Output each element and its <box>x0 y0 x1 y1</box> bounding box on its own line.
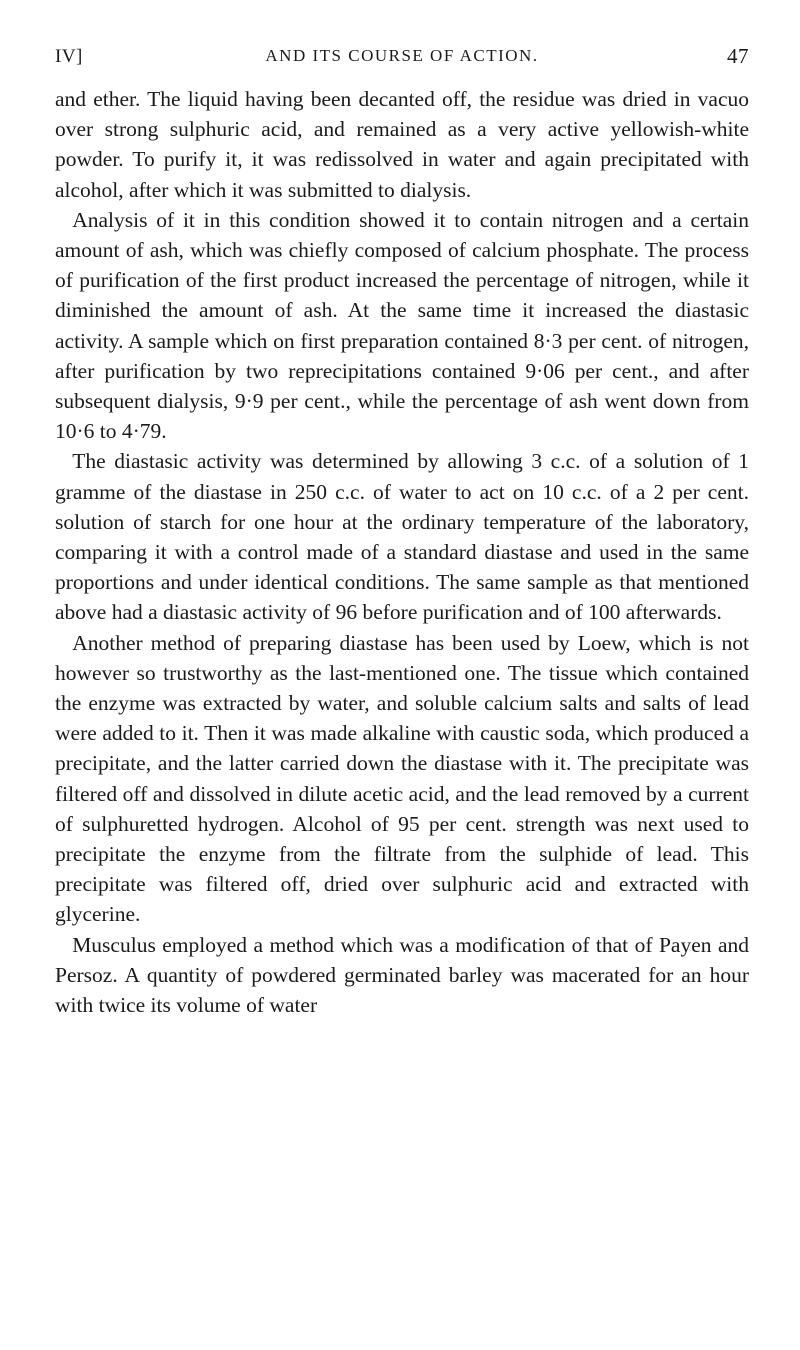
page-number: 47 <box>727 44 749 68</box>
chapter-number: IV] <box>55 46 83 67</box>
paragraph-loew-method: Another method of preparing diastase has been used by Loew, which is not however so trustworthy as the last-mentioned one. The tissue which contained the enzyme was extracted by water, and soluble calcium salts and salts of lead were added to it. Then it was made alkaline with caustic soda, which produced a precipitate, and the latter carried down the diastase with it. The precipitate was filtered off and dissolved in dilute acetic acid, and the lead removed by a current of sulphuretted hydrogen. Alcohol of 95 per cent. strength was next used to precipitate the enzyme from the filtrate from the sulphide of lead. This precipitate was filtered off, dried over sulphuric acid and extracted with glycerine. <box>55 630 749 927</box>
paragraph-continuation: and ether. The liquid having been decanted off, the residue was dried in vacuo over strong sulphuric acid, and remained as a very active yellowish-white powder. To purify it, it was redissolved in water and again precipitated with alcohol, after which it was submitted to dialysis. <box>55 87 749 202</box>
book-page <box>55 0 749 1020</box>
paragraph-musculus-method: Musculus employed a method which was a modification of that of Payen and Persoz. A quantity of powdered germinated barley was macerated for an hour with twice its volume of water <box>55 932 749 1018</box>
running-title: AND ITS COURSE OF ACTION. <box>265 46 539 65</box>
paragraph-diastasic-activity: The diastasic activity was determined by allowing 3 c.c. of a solution of 1 gramme of the diastase in 250 c.c. of water to act on 10 c.c. of a 2 per cent. solution of starch for one hour at the ordinary temperature of the laboratory, comparing it with a control made of a standard diastase and used in the same proportions and under identical conditions. The same sample as that mentioned above had a diastasic activity of 96 before purification and of 100 afterwards. <box>55 449 749 625</box>
body-text <box>55 84 749 1020</box>
paragraph-analysis: Analysis of it in this condition showed it to contain nitrogen and a certain amount of ash, which was chiefly composed of calcium phosphate. The process of purification of the first product increased the percentage of nitrogen, while it diminished the amount of ash. At the same time it increased the diastasic activity. A sample which on first preparation contained 8·3 per cent. of nitrogen, after purification by two reprecipitations contained 9·06 per cent., and after subsequent dialysis, 9·9 per cent., while the percentage of ash went down from 10·6 to 4·79. <box>55 207 749 444</box>
running-header <box>55 0 749 84</box>
